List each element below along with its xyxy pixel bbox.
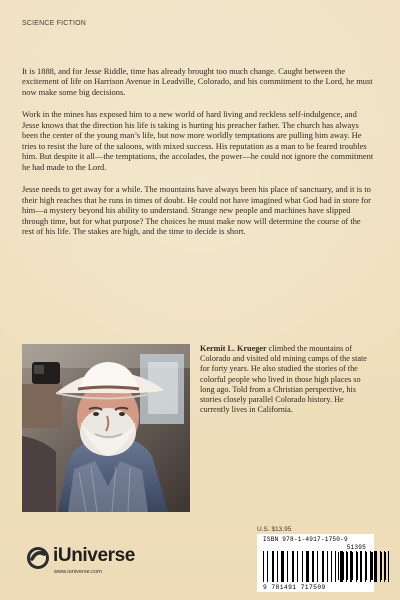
author-bio-text: climbed the mountains of Colorado and visited old mining camps of the state for forty years. He also studied the stories of the colorful people who lived in those high places so long ago. Told from a Christian perspective, his stories closely parallel Colorado history. He currently lives in California. [200, 344, 367, 415]
book-blurb [22, 66, 374, 249]
author-photo [22, 344, 190, 512]
iuniverse-logo-icon [26, 546, 50, 570]
publisher-name: iUniverse [53, 545, 135, 566]
author-portrait-illustration [22, 344, 190, 512]
isbn-barcode [257, 534, 374, 592]
publisher-block [26, 545, 166, 579]
publisher-url: www.iuniverse.com [54, 569, 102, 575]
author-bio [200, 344, 374, 415]
price-label: U.S. $13.95 [257, 526, 292, 533]
isbn-addon-code: 51395 [346, 544, 366, 551]
author-name: Kermit L. Krueger [200, 344, 267, 353]
isbn-top-text: ISBN 978-1-4917-1750-9 [263, 536, 348, 543]
genre-label: SCIENCE FICTION [22, 20, 87, 27]
blurb-paragraph-3: Jesse needs to get away for a while. The mountains have always been his place of sanctuary, and it is to their high reaches that he runs in times of doubt. He could not have imagined what God had in store for him—a mystery beyond his ability to understand. Strange new people and machines have slipped through time, but for what purpose? The choices he must make now will determine the course of the rest of his life. The stakes are high, and the time to decide is short. [22, 184, 371, 237]
blurb-paragraph-2: Work in the mines has exposed him to a new world of hard living and reckless self-indulgence, and Jesse knows that the direction his life is taking is hurting his preacher father. The church has always been the center of the young man’s life, but now more worldly temptations are pulling him away. He tries to resist the lure of the saloons, with mixed success. His reputation as a man to be feared troubles him. But despite it all—the temptations, the accolades, the power—he could not ignore the commitment he had made to the Lord. [22, 109, 374, 172]
barcode-addon-bars [338, 552, 387, 580]
isbn-bottom-text: 9 781491 717509 [263, 584, 326, 591]
blurb-paragraph-1: It is 1888, and for Jesse Riddle, time has already brought too much change. Caught between the excitement of life on Harrison Avenue in Leadville, Colorado, and his commitment to the Lord, he must now make some big decisions. [22, 66, 373, 97]
